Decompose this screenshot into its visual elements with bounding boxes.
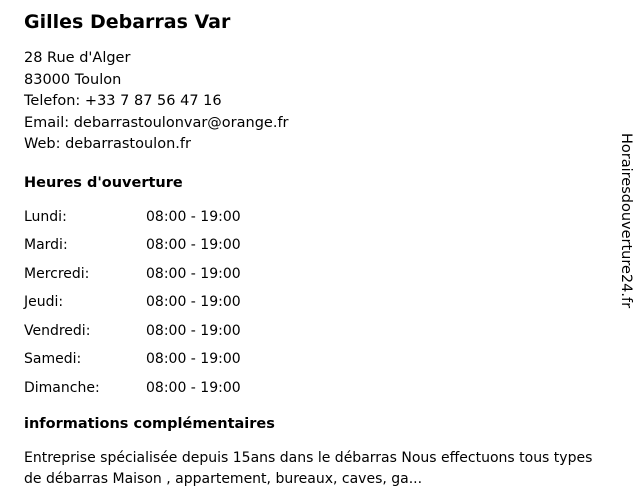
hours-day-label: Mardi: bbox=[24, 237, 68, 253]
hours-day-label: Lundi: bbox=[24, 208, 67, 225]
hours-day-label: Mercredi: bbox=[24, 265, 90, 282]
card-content bbox=[24, 10, 604, 490]
hours-day-label: Dimanche: bbox=[24, 379, 100, 396]
table-row bbox=[24, 292, 306, 321]
table-row bbox=[24, 264, 306, 293]
hours-day-label: Samedi: bbox=[24, 351, 82, 367]
table-row bbox=[24, 349, 306, 378]
hours-time-value: 08:00 - 19:00 bbox=[146, 322, 241, 339]
address-block bbox=[24, 48, 604, 156]
hours-day-label: Jeudi: bbox=[24, 294, 64, 310]
hours-time-value: 08:00 - 19:00 bbox=[146, 379, 241, 396]
phone-line: Telefon: +33 7 87 56 47 16 bbox=[24, 93, 222, 109]
address-street: 28 Rue d'Alger bbox=[24, 50, 131, 66]
opening-hours-heading: Heures d'ouverture bbox=[24, 174, 183, 191]
website-line: Web: debarrastoulon.fr bbox=[24, 136, 191, 152]
hours-time-value: 08:00 - 19:00 bbox=[146, 351, 241, 367]
hours-time-value: 08:00 - 19:00 bbox=[146, 294, 241, 310]
table-row bbox=[24, 378, 306, 407]
hours-time-value: 08:00 - 19:00 bbox=[146, 237, 241, 253]
email-line: Email: debarrastoulonvar@orange.fr bbox=[24, 114, 289, 131]
page-title: Gilles Debarras Var bbox=[24, 11, 231, 33]
address-city: 83000 Toulon bbox=[24, 71, 122, 88]
table-row bbox=[24, 235, 306, 264]
additional-info-text: Entreprise spécialisée depuis 15ans dans le débarras Nous effectuons tous types de débarras Maison , appartement, bureaux, caves, ga... bbox=[24, 450, 593, 487]
hours-time-value: 08:00 - 19:00 bbox=[146, 208, 241, 225]
additional-info-heading: informations complémentaires bbox=[24, 416, 275, 432]
opening-hours-table bbox=[24, 207, 306, 407]
table-row bbox=[24, 321, 306, 350]
watermark-label: Horairesdouverture24.fr bbox=[618, 133, 634, 309]
hours-time-value: 08:00 - 19:00 bbox=[146, 265, 241, 282]
table-row bbox=[24, 207, 306, 236]
hours-day-label: Vendredi: bbox=[24, 322, 91, 339]
